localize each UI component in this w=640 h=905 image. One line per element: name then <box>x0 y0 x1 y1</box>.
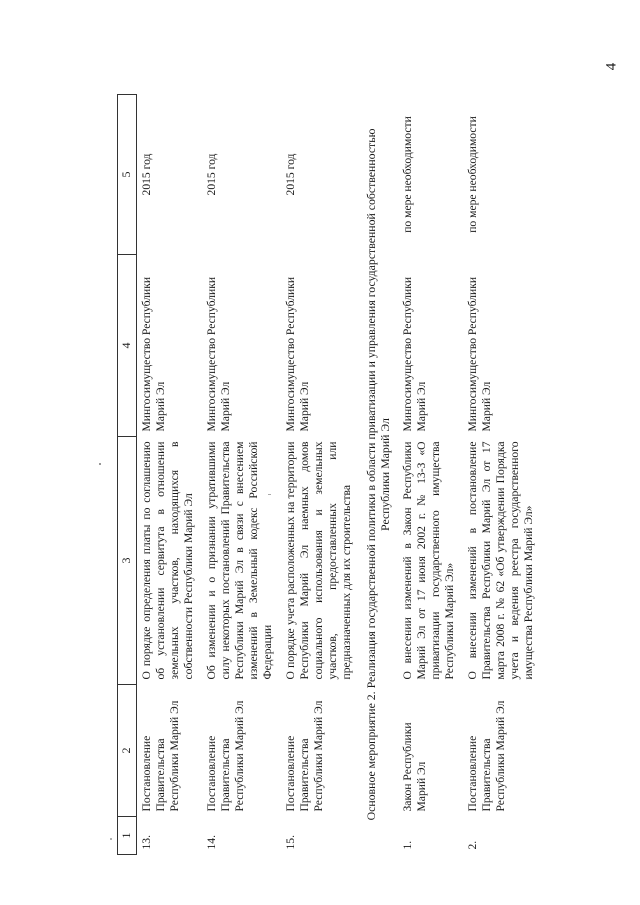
scan-speck <box>99 463 101 465</box>
responsible-executor: Мингосимущество Республики Марий Эл <box>466 276 493 432</box>
header-col-5: 5 <box>118 95 137 255</box>
table-row <box>137 95 203 855</box>
table-row <box>463 95 542 855</box>
row-number: 1. <box>401 840 414 850</box>
document-type: Постановление Правительства Республики Марий Эл <box>140 700 181 812</box>
measures-table <box>117 94 542 855</box>
responsible-executor: Мингосимущество Республики Марий Эл <box>205 276 232 432</box>
document-type: Постановление Правительства Республики Марий Эл <box>284 700 325 812</box>
row-number: 13. <box>140 835 153 850</box>
header-col-2: 2 <box>118 685 137 817</box>
document-type: Постановление Правительства Республики Марий Эл <box>466 700 507 812</box>
deadline: 2015 год <box>284 153 297 196</box>
document-title: Об изменении и о признании утратившими силу некоторых постановлений Правительства Республики Марий Эл в связи с внесением изменений в Земельный кодекс Российской Федерации <box>205 441 274 680</box>
document-title: О внесении изменений в Закон Республики Марий Эл от 17 июня 2002 г. № 13-З «О приватизации государственного имущества Республики Марий Эл» <box>401 441 456 680</box>
row-number: 14. <box>205 835 218 850</box>
deadline: по мере необходимости <box>401 116 414 233</box>
responsible-executor: Мингосимущество Республики Марий Эл <box>401 276 428 432</box>
document-title: О порядке учета расположенных на территории Республики Марий Эл наемных домов социального использования и земельных участков, предоставленных или предназначенных для их строительства <box>284 441 353 680</box>
scan-speck <box>110 838 112 840</box>
table-row <box>281 95 360 855</box>
responsible-executor: Мингосимущество Республики Марий Эл <box>284 276 311 432</box>
row-number: 2. <box>466 840 479 850</box>
responsible-executor: Мингосимущество Республики Марий Эл <box>140 276 167 432</box>
document-type: Постановление Правительства Республики Марий Эл <box>205 700 246 812</box>
section-title: Основное мероприятие 2. Реализация государственной политики в области приватизации и управления государственной собственностью Республики Марий Эл <box>364 128 392 821</box>
table-row <box>398 95 463 855</box>
rotated-table-container <box>117 95 625 855</box>
header-col-4: 4 <box>118 255 137 437</box>
row-number: 15. <box>284 835 297 850</box>
document-title: О внесении изменений в постановление Правительства Республики Марий Эл от 17 марта 2008 г. № 62 «Об утверждении Порядка учета и ведения реестра государственного имущества Республики Марий Эл» <box>466 441 535 680</box>
header-col-3: 3 <box>118 437 137 685</box>
page-number: 4 <box>603 62 620 71</box>
table-header-row <box>118 95 137 855</box>
document-title: О порядке определения платы по соглашению об установлении сервитута в отношении земельных участков, находящихся в собственности Республики Марий Эл <box>140 441 195 680</box>
deadline: по мере необходимости <box>466 116 479 233</box>
section-heading-row <box>360 95 398 855</box>
deadline: 2015 год <box>140 153 153 196</box>
header-col-1: 1 <box>118 817 137 855</box>
document-type: Закон Республики Марий Эл <box>401 722 428 812</box>
table-row <box>202 95 281 855</box>
deadline: 2015 год <box>205 153 218 196</box>
